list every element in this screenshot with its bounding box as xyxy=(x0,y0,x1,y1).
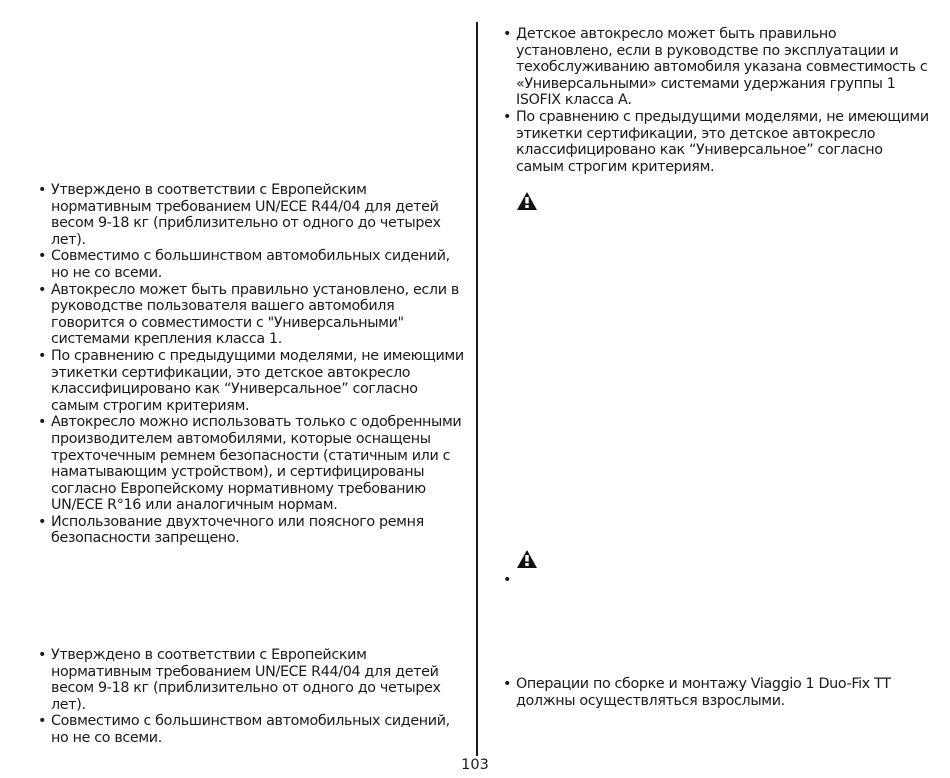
list-item: • Операции по сборке и монтажу Viaggio 1 Duo-Fix TT должны осуществляться взрослыми. xyxy=(503,676,933,709)
column-divider xyxy=(476,22,478,756)
list-item: • Утверждено в соответствии с Европейским нормативным требованием UN/ECE R44/04 для детей весом 9-18 кг (приблизительно от одного до четырех лет). xyxy=(38,647,468,713)
warning-triangle-icon xyxy=(516,549,538,569)
list-item: • Автокресло может быть правильно установлено, если в руководстве пользователя вашего автомобиля говорится о совместимости с "Универсальными" системами крепления класса 1. xyxy=(38,282,468,348)
right-bullet-list-1 xyxy=(503,26,933,175)
list-item: • По сравнению с предыдущими моделями, не имеющими этикетки сертификации, это детское автокресло классифицировано как “Универсальное” согласно самым строгим критериям. xyxy=(503,109,933,175)
list-item: • Автокресло можно использовать только с одобренными производителем автомобилями, которые оснащены трехточечным ремнем безопасности (статичным или с наматывающим устройством), и сертифицированы согласно Европейскому нормативному требованию UN/ECE R°16 или аналогичным нормам. xyxy=(38,414,468,514)
left-bullet-list-2 xyxy=(38,647,468,747)
right-bullet-list-2 xyxy=(503,676,933,709)
left-bullet-list-1 xyxy=(38,182,468,547)
list-item: • Детское автокресло может быть правильно установлено, если в руководстве по эксплуатации и техобслуживанию автомобиля указана совместимость с «Универсальными» системами удержания группы 1 ISOFIX класса А. xyxy=(503,26,933,109)
list-item: • Совместимо с большинством автомобильных сидений, но не со всеми. xyxy=(38,248,468,281)
list-item: • Совместимо с большинством автомобильных сидений, но не со всеми. xyxy=(38,713,468,746)
page-number: 103 xyxy=(461,757,489,773)
list-item: • Утверждено в соответствии с Европейским нормативным требованием UN/ECE R44/04 для детей весом 9-18 кг (приблизительно от одного до четырех лет). xyxy=(38,182,468,248)
list-item: • Использование двухточечного или поясного ремня безопасности запрещено. xyxy=(38,514,468,547)
list-item: • По сравнению с предыдущими моделями, не имеющими этикетки сертификации, это детское автокресло классифицировано как “Универсальное” согласно самым строгим критериям. xyxy=(38,348,468,414)
warning-triangle-icon xyxy=(516,191,538,211)
